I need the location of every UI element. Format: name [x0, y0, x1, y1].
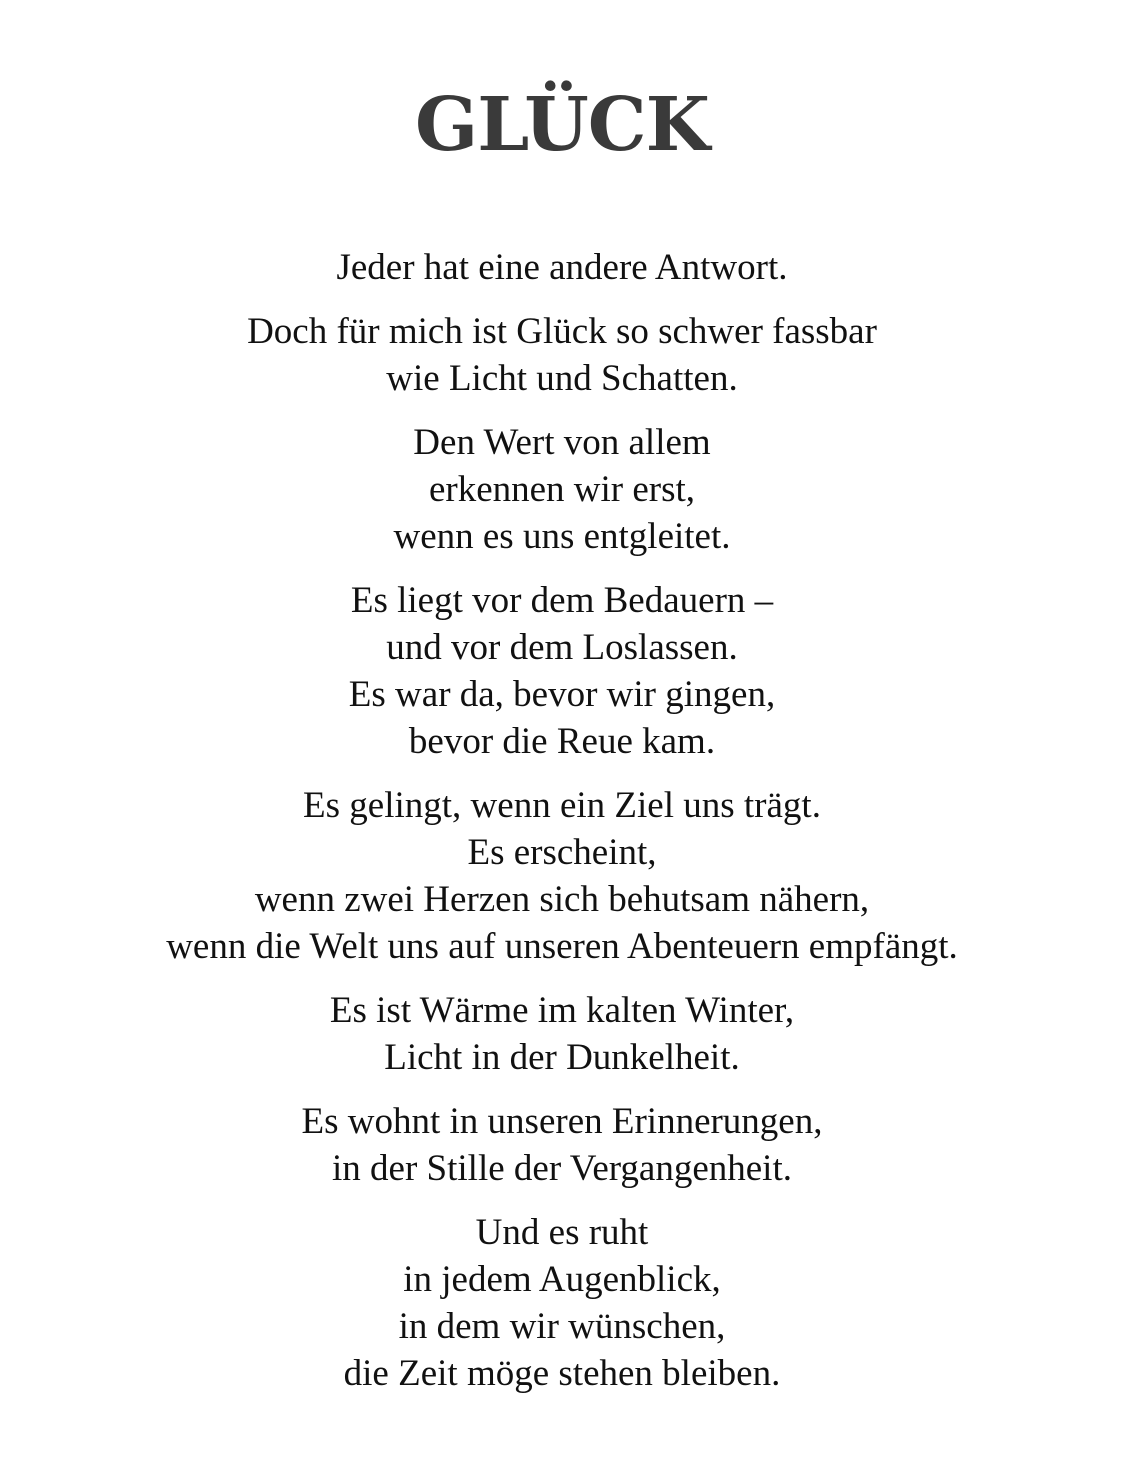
stanza [0, 987, 1124, 1081]
poem-body [0, 244, 1124, 1414]
poem-line: Es ist Wärme im kalten Winter, [329, 990, 795, 1031]
poem-line: Es gelingt, wenn ein Ziel uns trägt. [303, 785, 821, 826]
stanza [0, 782, 1124, 970]
poem-line: Den Wert von allem [413, 422, 711, 463]
poem-title: GLÜCK [415, 82, 709, 168]
poem-line: Es liegt vor dem Bedauern – [350, 580, 774, 621]
poem-line: Licht in der Dunkelheit. [384, 1037, 740, 1078]
poem-line: wenn zwei Herzen sich behutsam nähern, [254, 879, 870, 920]
poem-line: Es wohnt in unseren Erinnerungen, [301, 1101, 823, 1142]
stanza [0, 308, 1124, 402]
poem-line: Es erscheint, [467, 832, 657, 873]
poem-line: Es war da, bevor wir gingen, [348, 674, 776, 715]
poem-line: in der Stille der Vergangenheit. [332, 1148, 792, 1189]
poem-line: wie Licht und Schatten. [386, 358, 738, 399]
poem-line: in dem wir wünschen, [398, 1306, 726, 1347]
stanza [0, 577, 1124, 765]
poem-line: Und es ruht [475, 1212, 649, 1253]
poem-line: Jeder hat eine andere Antwort. [336, 247, 788, 288]
stanza [0, 1098, 1124, 1192]
stanza [0, 1209, 1124, 1397]
poem-line: die Zeit möge stehen bleiben. [343, 1353, 781, 1394]
poem-line: Doch für mich ist Glück so schwer fassbar [247, 311, 877, 352]
stanza [0, 244, 1124, 291]
poem-line: bevor die Reue kam. [408, 721, 716, 762]
poem-line: wenn es uns entgleitet. [393, 516, 731, 557]
poem-line: und vor dem Loslassen. [386, 627, 738, 668]
poem-line: wenn die Welt uns auf unseren Abenteuern empfängt. [166, 926, 958, 967]
stanza [0, 419, 1124, 560]
poem-line: erkennen wir erst, [428, 469, 696, 510]
poem-line: in jedem Augenblick, [403, 1259, 721, 1300]
